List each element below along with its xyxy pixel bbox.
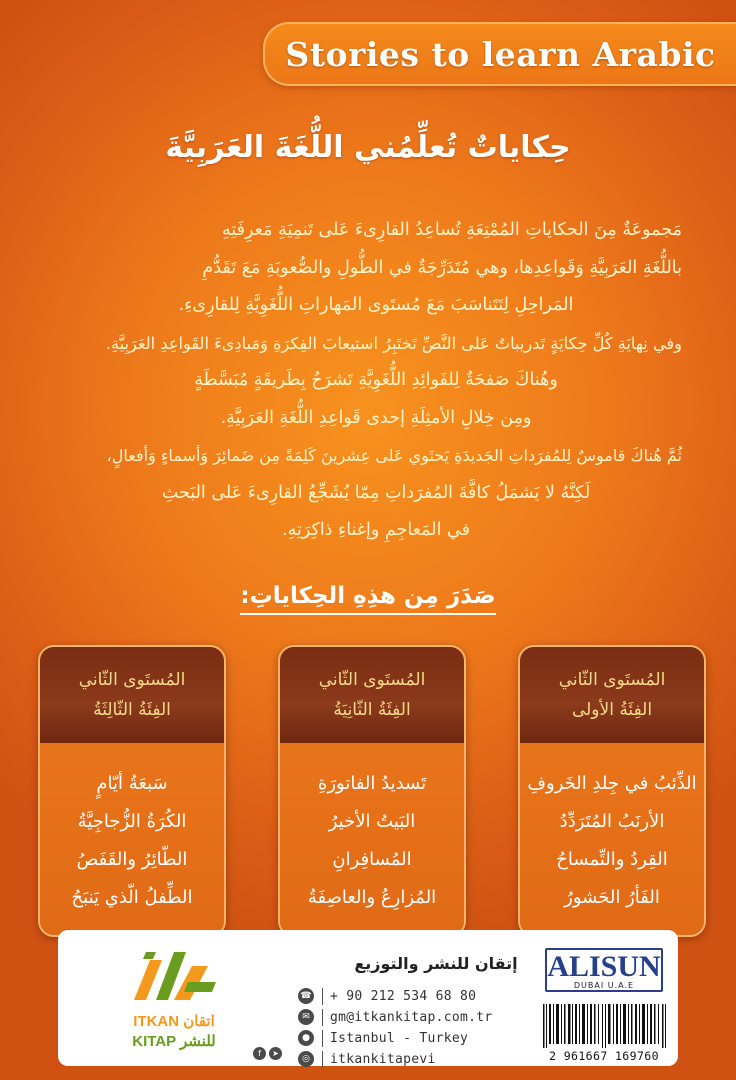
description-block [70,212,682,550]
description-line: وهُناكَ صَفحَةٌ لِلفَوائِدِ اللُّغَوِيَّةِ تَشرَحُ بِطَريقَةٍ مُبَسَّطَةٍ [194,370,558,390]
description-line: باللُّغَةِ العَرَبِيَّةِ وَقَواعِدِها، وهي مُتَدَرِّجَةٌ في الطُّولِ والصُّعوبَةِ مَعَ تَقَدُّمِ [202,257,682,278]
story-card-category-3 [38,645,226,937]
story-title: الأرنَبُ المُتَرَدِّدُ [559,811,665,832]
banner-title: Stories to learn Arabic [285,34,716,74]
publisher-name: إتقان للنشر والتوزيع [354,954,518,973]
alisun-subtitle: DUBAI U.A.E [573,981,635,990]
email-row [298,1007,493,1027]
description-line: في المَعاجِمِ وإغناءِ ذاكِرَتِهِ. [282,520,470,540]
card-story-list [520,743,704,937]
phone-icon: ☎ [298,988,314,1004]
location-text: Istanbul - Turkey [330,1030,469,1046]
description-line: وفي نِهايَةِ كُلِّ حِكايَةٍ تَدريباتٌ عَلى النَّصِّ تَختَبِرُ استيعابَ الفِكرَةِ وَمَبادِىءَ القَواعِدِ العَرَبِيَّةِ. [105,333,682,353]
card-level: المُستَوى الثّاني [78,670,186,690]
story-title: الطّائِرُ والقَفَصُ [76,849,188,870]
barcode-number: 2 961667 169760 [549,1049,659,1063]
card-category: الفِئَةُ الثّالِثَةُ [93,700,171,720]
story-title: الفَأرُ الحَشورُ [564,887,660,908]
story-title: المُسافِرانِ [332,849,412,870]
kitap-latin: KITAP [132,1033,176,1050]
alisun-logo-text: ALISUN [547,950,661,983]
story-title: المُزارِعُ والعاصِفَةُ [307,887,437,908]
publisher-footer [58,930,678,1066]
arabic-title: حِكاياتٌ تُعلِّمُني اللُّغَةَ العَرَبِيَّةَ [165,130,571,165]
description-line: المَراحِلِ لِتَتَناسَبَ مَعَ مُستَوى المَهاراتِ اللُّغَوِيَّةِ لِلقارِىءِ. [178,295,574,315]
card-header [40,647,224,743]
location-icon: ● [298,1030,314,1046]
description-line: لَكِنَّهُ لا يَشمَلُ كافَّةَ المُفرَداتِ مِمّا يُشَجِّعُ القارِىءَ عَلى البَحثِ [161,482,591,503]
kitap-arabic: للنشر [180,1033,216,1050]
story-title: القِردُ والتِّمساحُ [556,849,668,870]
barcode-icon [541,1004,669,1048]
facebook-icon: f [253,1047,266,1060]
instagram-icon: ◎ [298,1051,314,1067]
phone-number: + 90 212 534 68 80 [330,988,477,1004]
card-level: المُستَوى الثّاني [558,670,666,690]
card-category: الفِئَةُ الأولى [571,700,653,720]
card-category: الفِئَةُ الثّانِيَةُ [333,700,411,720]
email-address: gm@itkankitap.com.tr [330,1009,493,1025]
stories-heading-text: صَدَرَ مِن هذِهِ الحِكاياتِ: [240,583,495,615]
location-row [298,1028,468,1048]
email-icon: ✉ [298,1009,314,1025]
itkan-latin: ITKAN [133,1013,180,1030]
itkan-logo-line-1 [122,1012,226,1030]
social-handle: itkankitapevi [330,1051,436,1067]
alisun-logo [545,948,663,992]
itkan-arabic: اتقان [183,1013,215,1030]
card-level: المُستَوى الثّاني [318,670,426,690]
card-header [280,647,464,743]
card-header [520,647,704,743]
stories-heading [0,583,736,615]
description-line: ثُمَّ هُناكَ قاموسٌ لِلمُفرَداتِ الجَديدَةِ يَحتَوي عَلى عِشرينَ كَلِمَةً مِن ضَمائِرَ وَأسماءٍ وَأفعالٍ، [106,446,682,465]
telegram-icon: ➤ [269,1047,282,1060]
card-story-list [280,743,464,937]
description-line: مَجموعَةٌ مِنَ الحكاياتِ المُمْتِعَةِ تُساعِدُ القارِىءَ عَلى تَنمِيَةِ مَعرِفَتِهِ [222,220,682,240]
story-title: الكُرَةُ الزُّجاجِيَّةُ [77,811,187,832]
story-title: البَيتُ الأخيرُ [328,811,416,832]
story-title: الذِّئبُ في جِلدِ الخَروفِ [527,773,697,794]
story-title: تَسديدُ الفاتورَةِ [317,773,427,794]
itkan-logo [116,942,226,1060]
phone-row [298,986,476,1006]
social-icons [253,1047,282,1060]
social-row [298,1049,436,1069]
card-story-list [40,743,224,937]
story-title: سَبعَةُ أيّامٍ [96,773,168,794]
itkan-logo-mark-icon [116,942,226,1014]
story-title: الطِّفلُ الّذي يَنبَحُ [71,887,193,908]
title-banner [263,22,736,86]
story-card-category-1 [518,645,706,937]
story-card-category-2 [278,645,466,937]
itkan-logo-line-2 [122,1032,226,1050]
description-line: ومِن خِلالِ الأمثِلَةِ إحدى قَواعِدِ اللُّغَةِ العَرَبِيَّةِ. [220,407,532,428]
